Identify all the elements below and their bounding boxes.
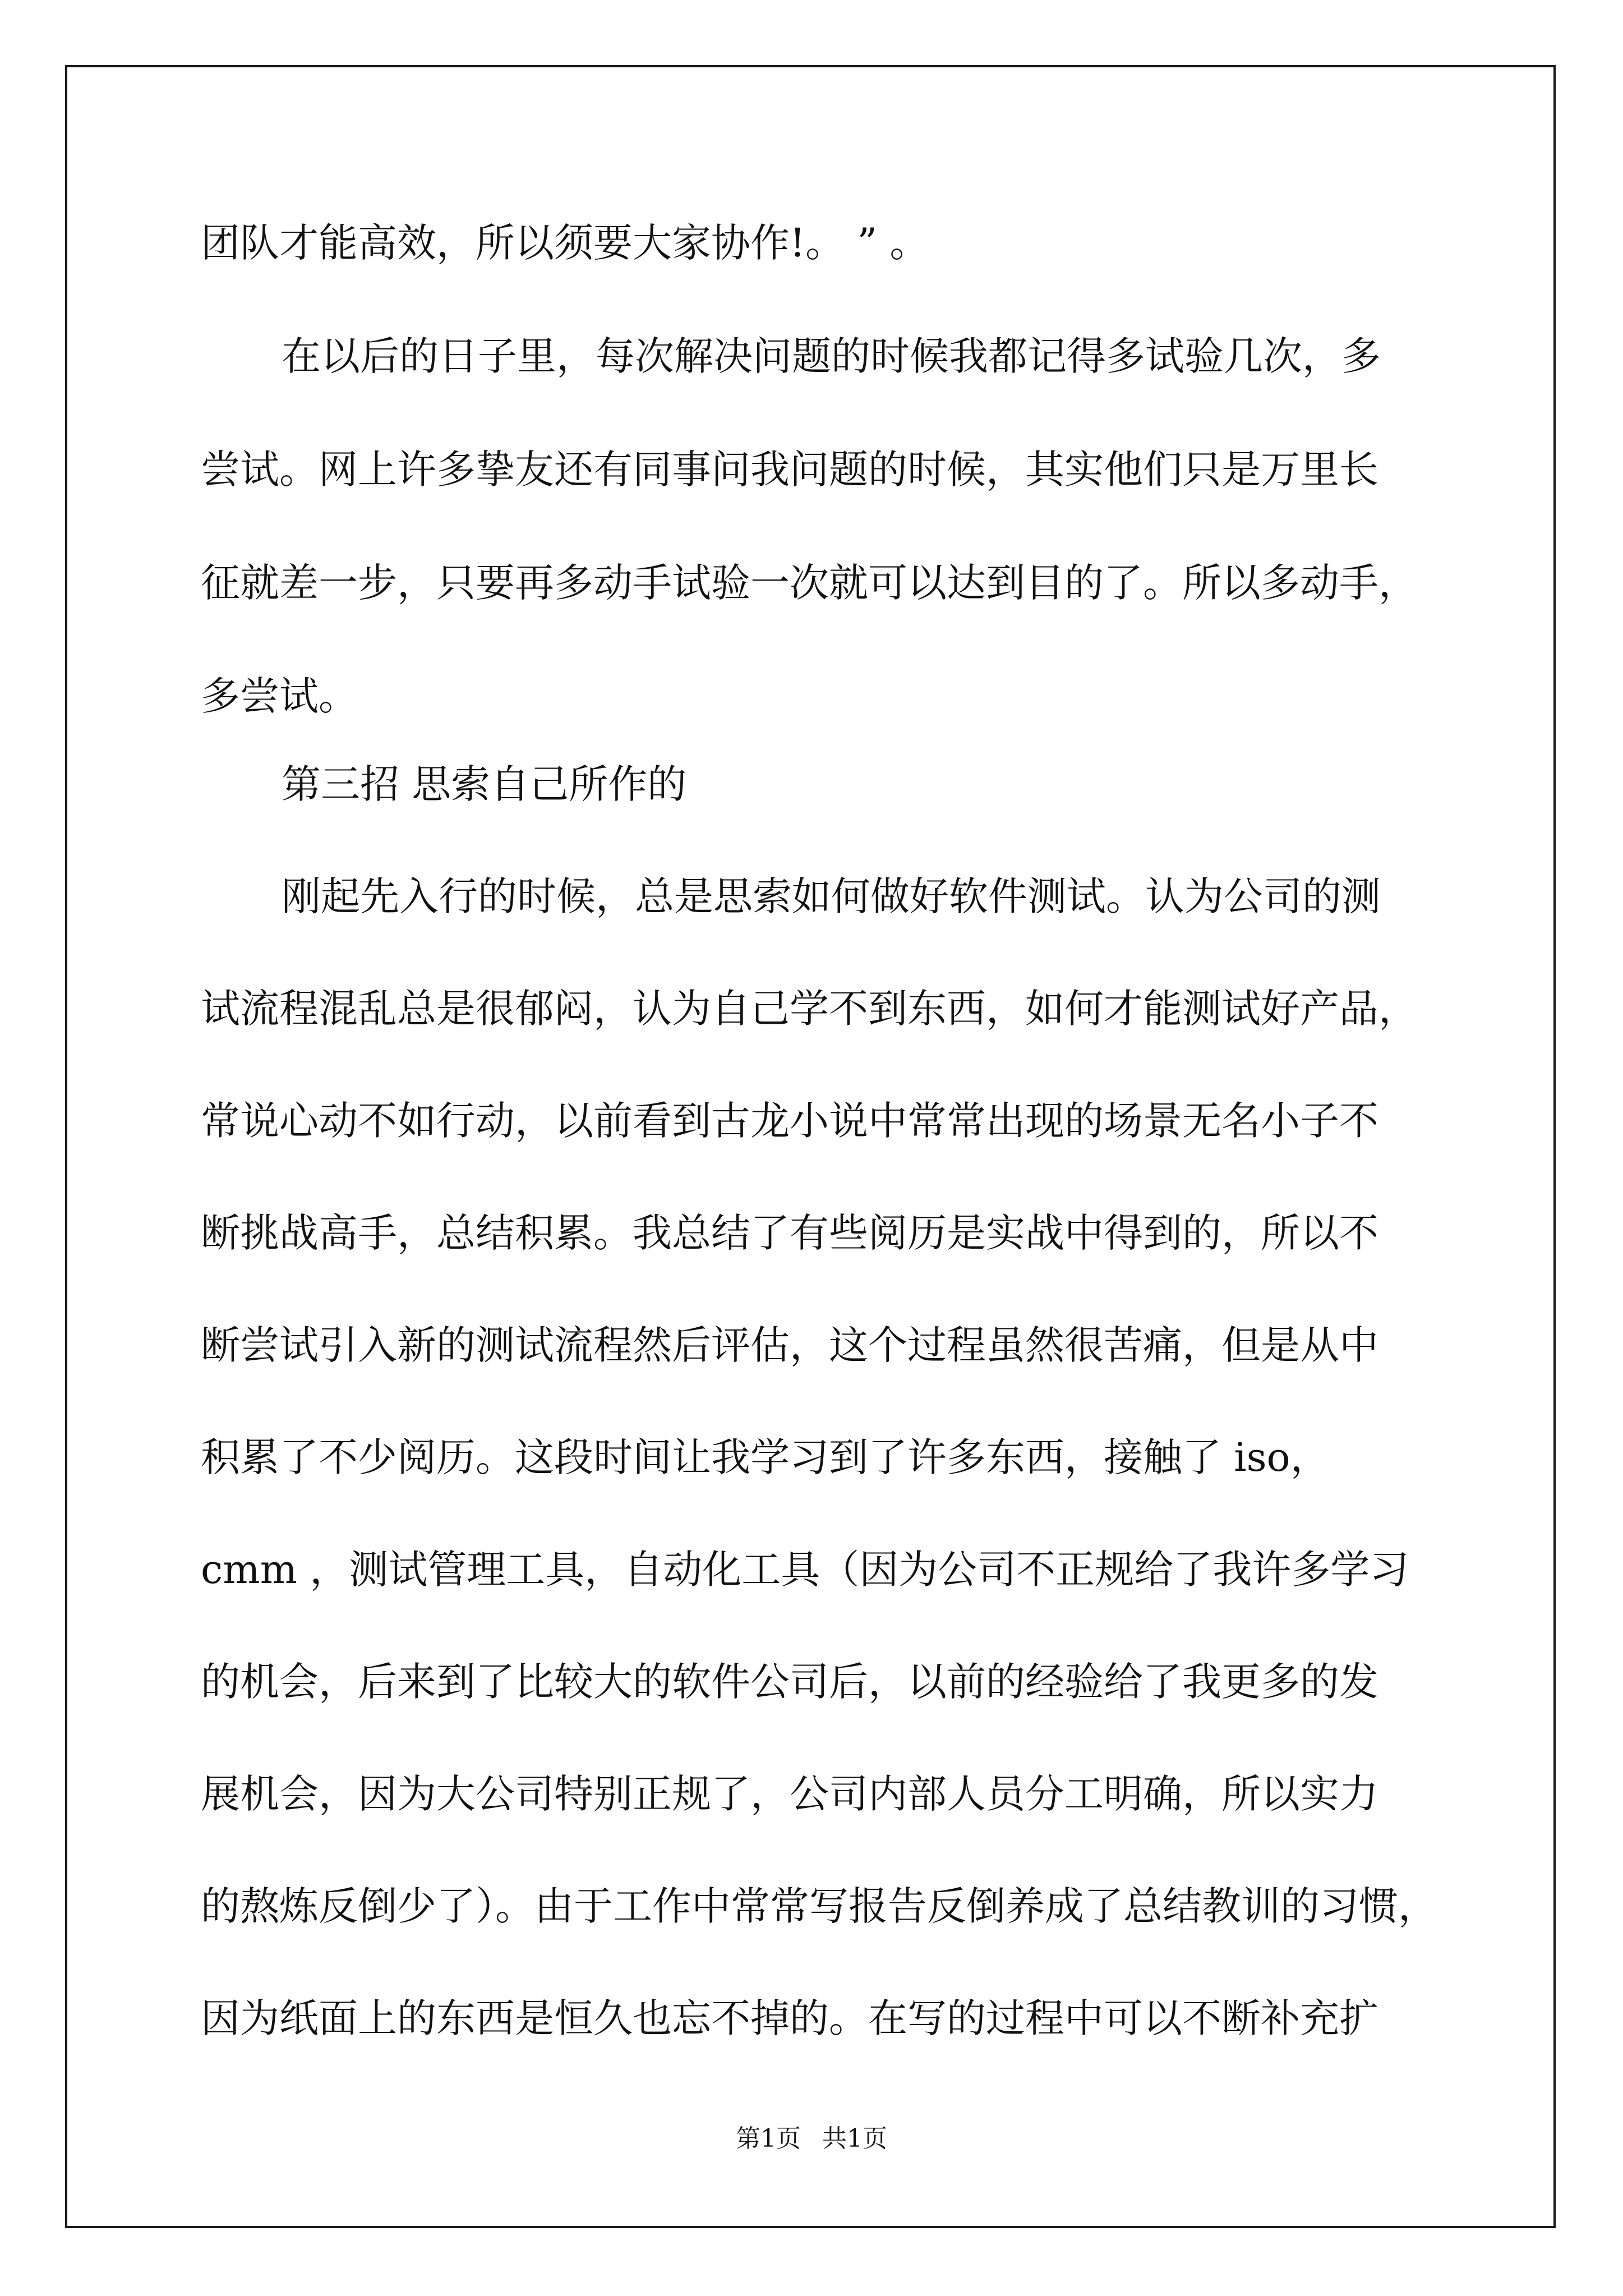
text-line: 多尝试。 <box>201 673 358 719</box>
text-line: 尝试。网上许多挚友还有同事问我问题的时候，其实他们只是万里长 <box>201 447 1378 493</box>
text-line: 常说心动不如行动，以前看到古龙小说中常常出现的场景无名小子不 <box>201 1098 1378 1144</box>
text-line: 积累了不少阅历。这段时间让我学习到了许多东西，接触了 iso， <box>201 1434 1330 1480</box>
text-line: 的机会，后来到了比较大的软件公司后，以前的经验给了我更多的发 <box>201 1659 1378 1705</box>
text-line: 因为纸面上的东西是恒久也忘不掉的。在写的过程中可以不断补充扩 <box>201 1995 1378 2041</box>
text-line: cmm ，测试管理工具，自动化工具（因为公司不正规给了我许多学习 <box>201 1547 1409 1593</box>
text-line: 征就差一步，只要再多动手试验一次就可以达到目的了。所以多动手， <box>201 560 1418 606</box>
text-line: 试流程混乱总是很郁闷，认为自己学不到东西，如何才能测试好产品， <box>201 986 1418 1032</box>
page-footer <box>0 2123 1623 2155</box>
page-number-current: 第1页 <box>736 2124 801 2153</box>
text-line: 断挑战高手，总结积累。我总结了有些阅历是实战中得到的，所以不 <box>201 1210 1378 1256</box>
text-line: 断尝试引入新的测试流程然后评估，这个过程虽然很苦痛，但是从中 <box>201 1322 1378 1368</box>
text-line: 的熬炼反倒少了）。由于工作中常常写报告反倒养成了总结教训的习惯， <box>201 1883 1437 1929</box>
text-line: 团队才能高效，所以须要大家协作!。 ” 。 <box>201 220 929 266</box>
text-line: 刚起先入行的时候，总是思索如何做好软件测试。认为公司的测 <box>282 873 1381 919</box>
text-line: 展机会，因为大公司特别正规了，公司内部人员分工明确，所以实力 <box>201 1771 1378 1817</box>
page-number-total: 共1页 <box>822 2124 887 2153</box>
section-heading: 第三招 思索自己所作的 <box>282 761 687 807</box>
text-line: 在以后的日子里，每次解决问题的时候我都记得多试验几次，多 <box>282 333 1381 379</box>
